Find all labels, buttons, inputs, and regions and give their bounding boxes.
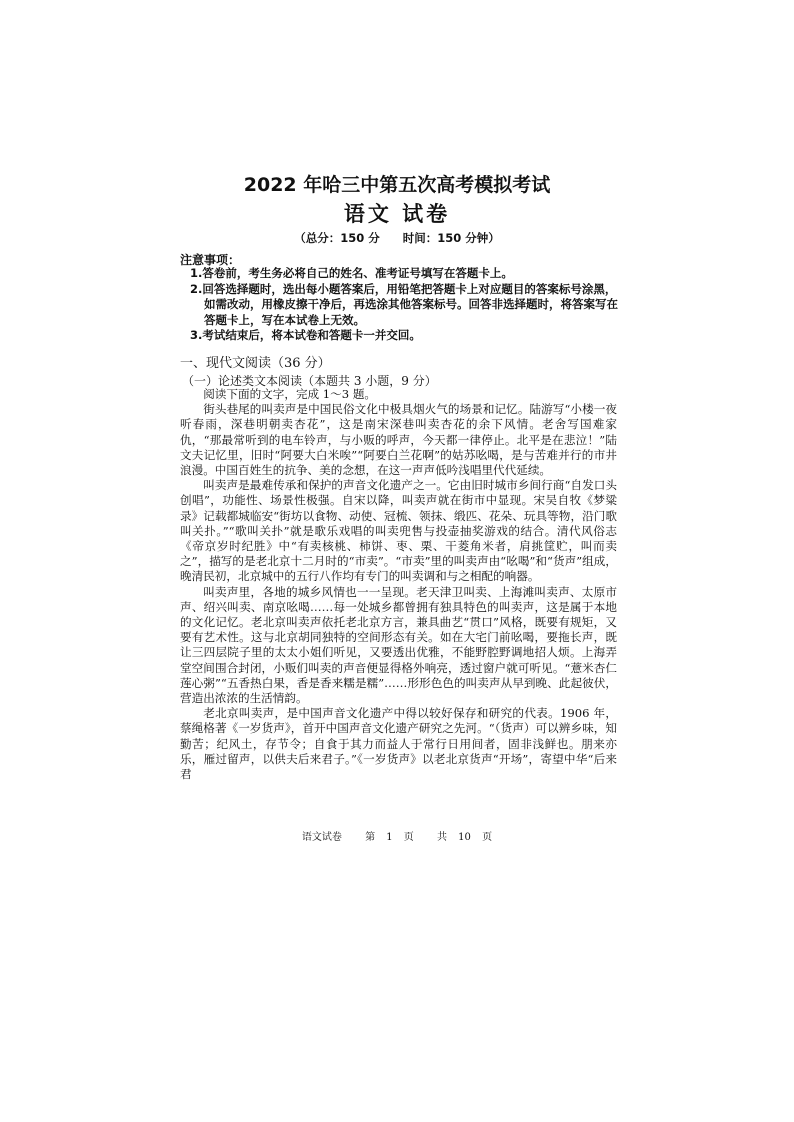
note-item-1: 1.答卷前，考生务必将自己的姓名、准考证号填写在答题卡上。 xyxy=(190,266,513,280)
footer-total: 共 10 页 xyxy=(437,832,493,843)
subject-title: 语文 试卷 xyxy=(343,201,451,226)
note-item-2: 2.回答选择题时，选出每小题答案后，用铅笔把答题卡上对应题目的答案标号涂黑， xyxy=(190,281,617,296)
section-subtitle: （一）论述类文本阅读（本题共 3 小题，9 分） xyxy=(182,374,437,388)
note-item-2-cont-2: 答题卡上，写在本试卷上无效。 xyxy=(204,312,365,327)
note-item-3: 3.考试结束后，将本试卷和答题卡一并交回。 xyxy=(190,328,421,342)
exam-title: 2022 年哈三中第五次高考模拟考试 xyxy=(243,174,551,196)
footer-page: 第 1 页 xyxy=(365,832,414,843)
passage-paragraph-2: 叫卖声是最难传承和保护的声音文化遗产之一。它由旧时城市乡间行商“自发口头创唱”，功能性、场景性极强。自宋以降，叫卖声就在街市中显现。宋吴自牧《梦粱录》记载都城临安“街坊以食物、动使、冠梳、领抹、缎匹、花朵、玩具等物，沿门歌叫关扑。”“歌叫关扑”就是歌乐戏唱的叫卖兜售与投壶抽奖游戏的结合。清代风俗志《帝京岁时纪胜》中“有卖核桃、柿饼、枣、栗、干菱角米者，肩挑筐贮，叫而卖之”，描写的是老北京十二月时的“市卖”。“市卖”里的叫卖声由“吆喝”和“货声”组成，晚清民初，北京城中的五行八作均有专门的叫卖调和与之相配的响器。 xyxy=(180,478,617,584)
reading-passage xyxy=(180,387,617,782)
footer-label: 语文试卷 xyxy=(301,832,342,843)
passage-paragraph-4: 老北京叫卖声，是中国声音文化遗产中得以较好保存和研究的代表。1906 年，蔡绳格著《一岁货声》，首开中国声音文化遗产研究之先河。“（货声）可以辨乡味，知勤苦；纪风土，存节令；自食于其力而益人于常行日用间者，固非浅鲜也。朋来亦乐，雁过留声，以供夫后来君子。”《一岁货声》以老北京货声“开场”，寄望中华“后来君 xyxy=(180,706,617,782)
notes-list xyxy=(190,266,620,344)
instruction: 阅读下面的文字，完成 1～3 题。 xyxy=(203,387,377,401)
notes-heading: 注意事项： xyxy=(180,253,241,267)
page-footer xyxy=(0,828,794,843)
passage-paragraph-1: 街头巷尾的叫卖声是中国民俗文化中极具烟火气的场景和记忆。陆游写“小楼一夜听春雨，深巷明朝卖杏花”，这是南宋深巷叫卖杏花的余下风情。老舍写国难家仇，“那最常听到的电车铃声，与小贩的呼声，今天都一律停止。北平是在悲泣！”陆文夫记忆里，旧时“阿要大白米唉”“阿要白兰花啊”的姑苏吆喝，是与苦难并行的市井浪漫。中国百姓生的抗争、美的念想，在这一声声低吟浅唱里代代延续。 xyxy=(180,402,617,478)
note-item-2-cont-1: 如需改动，用橡皮擦干净后，再选涂其他答案标号。回答非选择题时，将答案写在 xyxy=(204,297,618,311)
section-title: 一、现代文阅读（36 分） xyxy=(180,356,331,371)
score-time-line: （总分：150 分 时间：150 分钟） xyxy=(294,231,500,245)
passage-paragraph-3: 叫卖声里，各地的城乡风情也一一呈现。老天津卫叫卖、上海滩叫卖声、太原市声、绍兴叫卖、南京吆喝……每一处城乡都曾拥有独具特色的叫卖声，这是属于本地的文化记忆。老北京叫卖声依托老北京方言，兼具曲艺“贯口”风格，既要有规矩，又要有艺术性。这与北京胡同独特的空间形态有关。如在大宅门前吆喝，要拖长声，既让三四层院子里的太太小姐们听见，又要透出优雅，不能野腔野调地招人烦。上海弄堂空间围合封闭，小贩们叫卖的声音便显得格外响亮，透过窗户就可听见。“薏米杏仁莲心粥”“五香热白果，香是香来糯是糯”……形形色色的叫卖声从早到晚、此起彼伏，营造出浓浓的生活情韵。 xyxy=(180,584,617,706)
